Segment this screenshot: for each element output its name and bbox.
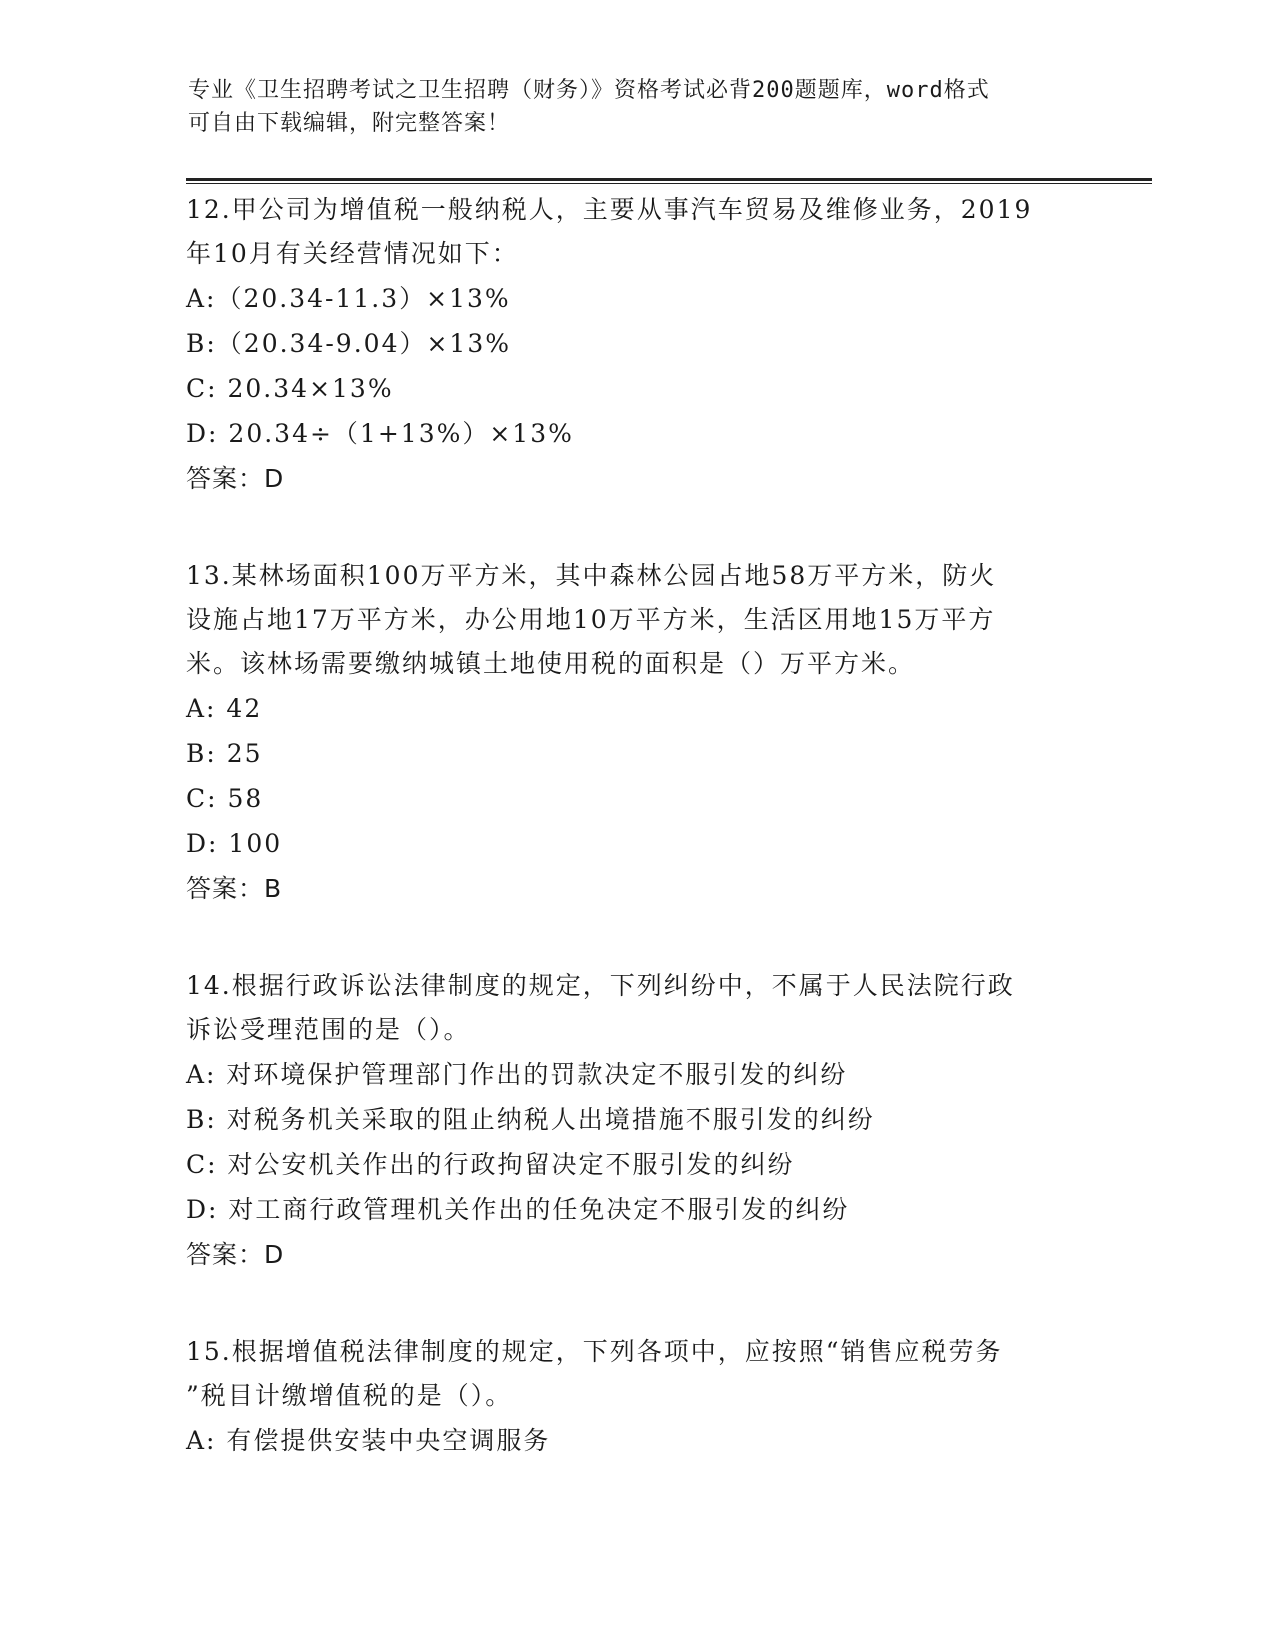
option-d: D: 100: [186, 829, 283, 858]
option-a: A: 对环境保护管理部门作出的罚款决定不服引发的纠纷: [186, 1060, 848, 1089]
question-list: [186, 188, 1086, 1463]
option-d: D: 对工商行政管理机关作出的任免决定不服引发的纠纷: [186, 1195, 850, 1224]
option-b: B:（20.34-9.04）×13%: [186, 329, 511, 358]
option-d: D: 20.34÷（1+13%）×13%: [186, 419, 574, 448]
header-line-1: 专业《卫生招聘考试之卫生招聘（财务）》资格考试必背200题题库，word格式: [188, 78, 990, 103]
question-spacer: [186, 1278, 1086, 1330]
option-c: C: 20.34×13%: [186, 374, 394, 403]
question-stem: 14.根据行政诉讼法律制度的规定，下列纠纷中，不属于人民法院行政: [186, 971, 1015, 1000]
header-divider-thick: [186, 178, 1152, 181]
question-stem: 15.根据增值税法律制度的规定，下列各项中，应按照“销售应税劳务: [186, 1337, 1003, 1366]
answer-label: 答案：B: [186, 874, 283, 903]
question-stem: 年10月有关经营情况如下：: [186, 239, 519, 268]
question-stem: ”税目计缴增值税的是（）。: [186, 1381, 513, 1410]
question-14: [186, 964, 1086, 1278]
option-b: B: 对税务机关采取的阻止纳税人出境措施不服引发的纠纷: [186, 1105, 875, 1134]
question-stem: 12.甲公司为增值税一般纳税人，主要从事汽车贸易及维修业务，2019: [186, 195, 1033, 224]
option-c: C: 对公安机关作出的行政拘留决定不服引发的纠纷: [186, 1150, 795, 1179]
answer-label: 答案：D: [186, 464, 285, 493]
document-header: [188, 74, 1088, 140]
question-stem: 设施占地17万平方米，办公用地10万平方米，生活区用地15万平方: [186, 605, 996, 634]
option-a: A:（20.34-11.3）×13%: [186, 284, 511, 313]
question-stem: 诉讼受理范围的是（）。: [186, 1015, 471, 1044]
question-spacer: [186, 502, 1086, 554]
question-stem: 米。该林场需要缴纳城镇土地使用税的面积是（）万平方米。: [186, 649, 916, 678]
question-stem: 13.某林场面积100万平方米，其中森林公园占地58万平方米，防火: [186, 561, 997, 590]
question-spacer: [186, 912, 1086, 964]
question-13: [186, 554, 1086, 912]
header-divider-thin: [186, 183, 1152, 184]
header-line-2: 可自由下载编辑，附完整答案！: [188, 111, 511, 136]
option-a: A: 42: [186, 694, 263, 723]
option-a: A: 有偿提供安装中央空调服务: [186, 1426, 551, 1455]
question-12: [186, 188, 1086, 502]
option-b: B: 25: [186, 739, 263, 768]
answer-label: 答案：D: [186, 1240, 285, 1269]
option-c: C: 58: [186, 784, 264, 813]
question-15: [186, 1330, 1086, 1463]
